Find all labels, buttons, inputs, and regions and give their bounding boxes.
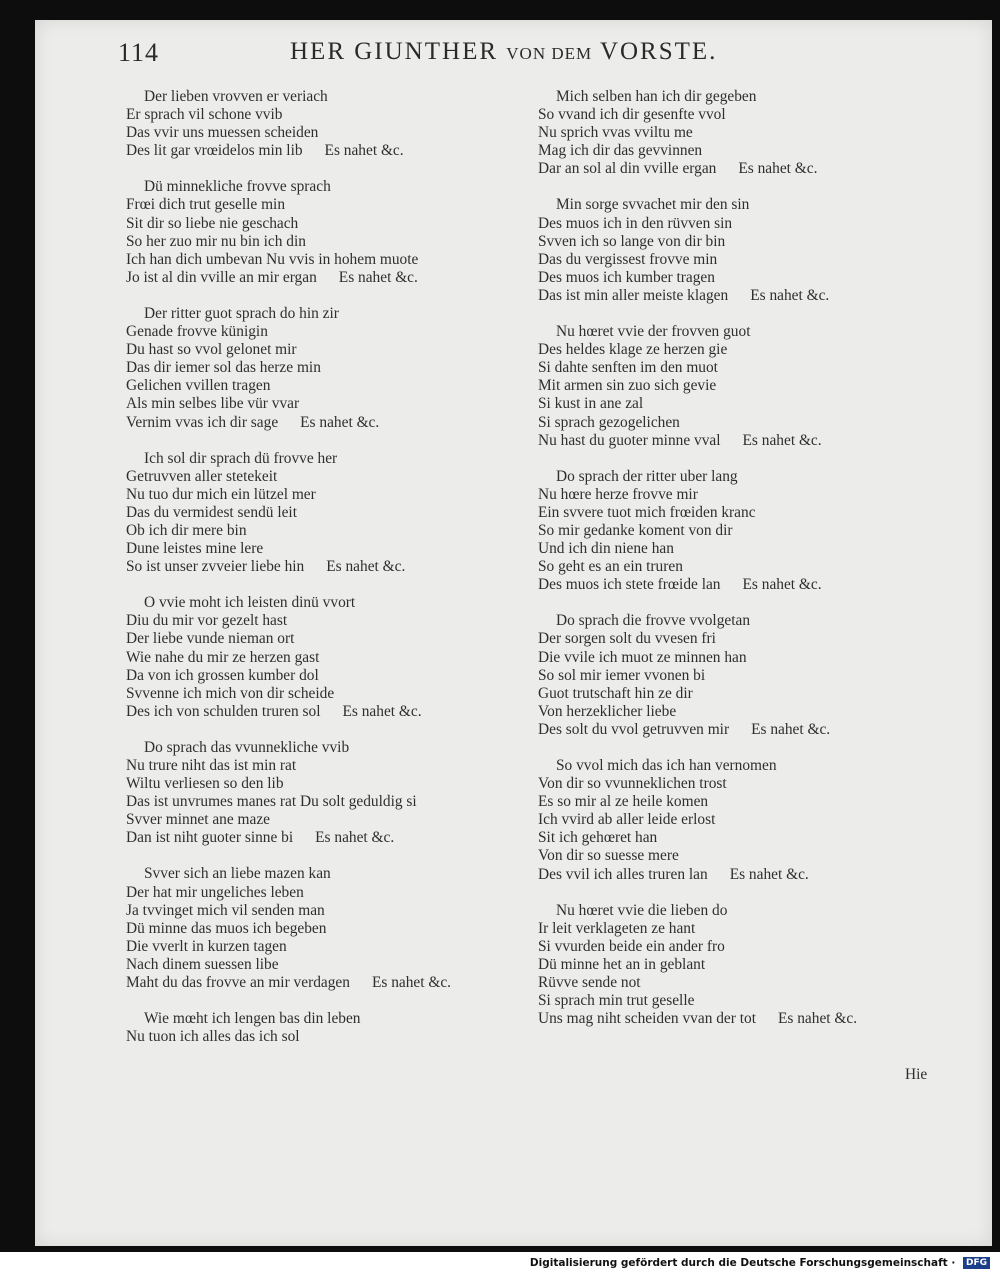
verse-text: So ist unser zvveier liebe hin (126, 558, 305, 576)
verse-line (126, 775, 526, 793)
verse-line (538, 233, 948, 251)
stanza (538, 196, 948, 305)
verse-text: Genade frovve künigin (126, 323, 268, 341)
verse-text: Das vvir uns muessen scheiden (126, 124, 319, 142)
verse-text: Nu sprich vvas vviltu me (538, 124, 693, 142)
verse-text: Der lieben vrovven er veriach (144, 88, 328, 105)
verse-text: Nach dinem suessen libe (126, 955, 279, 973)
verse-line (126, 884, 526, 902)
verse-text: Und ich din niene han (538, 540, 674, 558)
verse-line (538, 612, 948, 630)
verse-line (538, 160, 948, 178)
verse-line (538, 757, 948, 775)
verse-line (126, 196, 526, 214)
verse-text: Der ritter guot sprach do hin zir (144, 304, 339, 322)
stanza (126, 739, 526, 848)
verse-text: Dü minnekliche frovve sprach (144, 178, 331, 196)
verse-text: Das du vergissest frovve min (538, 250, 718, 268)
verse-text: Du hast so vvol gelonet mir (126, 341, 297, 359)
verse-text: Svver minnet ane maze (126, 811, 271, 829)
verse-text: Nu tuon ich alles das ich sol (126, 1028, 300, 1046)
verse-text: Nu tuo dur mich ein lützel mer (126, 485, 316, 503)
verse-text: Jo ist al din vville an mir ergan (126, 268, 317, 286)
footer-text: Digitalisierung gefördert durch die Deutsche Forschungsgemeinschaft (529, 1257, 948, 1269)
verse-line (126, 829, 526, 847)
verse-line (538, 414, 948, 432)
verse-text: Die vvile ich muot ze minnen han (538, 648, 747, 666)
verse-text: Min sorge svvachet mir den sin (556, 196, 750, 214)
verse-line (126, 793, 526, 811)
verse-line (126, 974, 526, 992)
verse-text: Der hat mir ungeliches leben (126, 883, 304, 901)
verse-text: So vvand ich dir gesenfte vvol (538, 106, 726, 124)
stanza (126, 178, 526, 287)
verse-line (126, 323, 526, 341)
verse-text: Ein svvere tuot mich frœiden kranc (538, 503, 756, 521)
refrain-marker: Es nahet &c. (750, 286, 830, 304)
verse-line (538, 902, 948, 920)
verse-line (126, 178, 526, 196)
verse-line (538, 142, 948, 160)
verse-line (538, 558, 948, 576)
verse-line (126, 594, 526, 612)
verse-text: Mich selben han ich dir gegeben (556, 88, 757, 105)
stanza (126, 865, 526, 992)
refrain-marker: Es nahet &c. (738, 160, 818, 178)
verse-line (126, 811, 526, 829)
stanza (538, 323, 948, 450)
verse-line (538, 630, 948, 648)
verse-text: Da von ich grossen kumber dol (126, 666, 319, 684)
verse-line (126, 341, 526, 359)
verse-line (538, 847, 948, 865)
verse-line (538, 829, 948, 847)
verse-line (126, 522, 526, 540)
verse-line (126, 414, 526, 432)
verse-line (538, 811, 948, 829)
verse-text: Das dir iemer sol das herze min (126, 359, 321, 377)
left-column (126, 88, 526, 1064)
running-head-von-dem: VON DEM (506, 44, 593, 63)
verse-line (126, 1028, 526, 1046)
verse-text: Nu hœre herze frovve mir (538, 485, 698, 503)
verse-text: Dü minne het an in geblant (538, 955, 706, 973)
verse-line (538, 703, 948, 721)
verse-text: Dan ist niht guoter sinne bi (126, 829, 294, 847)
verse-line (126, 1010, 526, 1028)
verse-line (538, 486, 948, 504)
verse-line (538, 395, 948, 413)
refrain-marker: Es nahet &c. (751, 720, 831, 738)
verse-text: Frœi dich trut geselle min (126, 196, 286, 214)
verse-line (126, 902, 526, 920)
verse-line (538, 106, 948, 124)
verse-text: Ich vvird ab aller leide erlost (538, 811, 716, 829)
verse-line (538, 793, 948, 811)
verse-text: Getruvven aller stetekeit (126, 467, 278, 485)
verse-line (126, 667, 526, 685)
digitization-footer: Digitalisierung gefördert durch die Deutsche Forschungsgemeinschaft · DFG (530, 1257, 990, 1269)
verse-text: Von herzeklicher liebe (538, 702, 677, 720)
verse-text: Das du vermidest sendü leit (126, 503, 297, 521)
verse-line (538, 992, 948, 1010)
stanza (126, 88, 526, 160)
verse-text: Mit armen sin zuo sich gevie (538, 377, 717, 395)
verse-line (126, 649, 526, 667)
verse-line (538, 124, 948, 142)
verse-text: Des ich von schulden truren sol (126, 702, 321, 720)
verse-line (126, 377, 526, 395)
verse-text: Nu hast du guoter minne vval (538, 431, 721, 449)
verse-line (126, 739, 526, 757)
verse-text: Des heldes klage ze herzen gie (538, 341, 728, 359)
verse-line (538, 269, 948, 287)
verse-text: So sol mir iemer vvonen bi (538, 666, 706, 684)
verse-text: Wie nahe du mir ze herzen gast (126, 648, 320, 666)
verse-text: Sit dir so liebe nie geschach (126, 214, 299, 232)
verse-line (126, 938, 526, 956)
verse-line (538, 721, 948, 739)
verse-text: Si sprach min trut geselle (538, 992, 695, 1010)
verse-text: Es so mir al ze heile komen (538, 793, 709, 811)
verse-line (538, 88, 948, 106)
refrain-marker: Es nahet &c. (742, 576, 822, 594)
verse-line (126, 504, 526, 522)
verse-line (126, 450, 526, 468)
verse-text: Do sprach die frovve vvolgetan (556, 612, 751, 630)
refrain-marker: Es nahet &c. (342, 702, 422, 720)
verse-text: Des muos ich kumber tragen (538, 268, 715, 286)
verse-text: Das ist unvrumes manes rat Du solt geduldig si (126, 793, 417, 811)
verse-text: Si vvurden beide ein ander fro (538, 937, 725, 955)
verse-line (538, 432, 948, 450)
verse-line (538, 251, 948, 269)
running-head (290, 38, 820, 66)
verse-text: Uns mag niht scheiden vvan der tot (538, 1010, 756, 1028)
verse-line (126, 124, 526, 142)
verse-text: Si dahte senften im den muot (538, 359, 718, 377)
refrain-marker: Es nahet &c. (742, 431, 822, 449)
running-head-name: HER GIUNTHER (290, 38, 499, 65)
verse-text: Des muos ich stete frœide lan (538, 576, 721, 594)
verse-text: So mir gedanke koment von dir (538, 521, 733, 539)
verse-text: O vvie moht ich leisten dinü vvort (144, 594, 356, 612)
verse-line (538, 920, 948, 938)
verse-line (126, 703, 526, 721)
verse-text: Svven ich so lange von dir bin (538, 232, 726, 250)
verse-line (126, 956, 526, 974)
verse-line (538, 522, 948, 540)
verse-line (126, 88, 526, 106)
verse-text: Ir leit verklageten ze hant (538, 919, 696, 937)
verse-line (126, 215, 526, 233)
verse-text: Dune leistes mine lere (126, 540, 264, 558)
stanza (538, 612, 948, 739)
verse-text: Das ist min aller meiste klagen (538, 286, 729, 304)
verse-line (538, 468, 948, 486)
verse-text: Des vvil ich alles truren lan (538, 865, 708, 883)
verse-text: Nu trure niht das ist min rat (126, 757, 297, 774)
verse-text: Ich sol dir sprach dü frovve her (144, 449, 338, 467)
verse-text: Nu hœret vvie der frovven guot (556, 323, 751, 341)
verse-line (538, 341, 948, 359)
verse-text: So vvol mich das ich han vernomen (556, 757, 777, 774)
verse-text: Sit ich gehœret han (538, 829, 658, 847)
verse-line (538, 956, 948, 974)
stanza (538, 88, 948, 178)
verse-text: Dü minne das muos ich begeben (126, 919, 327, 937)
verse-text: Wie mœht ich lengen bas din leben (144, 1010, 361, 1028)
refrain-marker: Es nahet &c. (778, 1010, 858, 1028)
verse-text: Als min selbes libe vür vvar (126, 395, 300, 413)
stanza (126, 594, 526, 721)
page-number: 114 (118, 38, 160, 67)
verse-text: Ich han dich umbevan Nu vvis in hohem muote (126, 250, 419, 268)
verse-line (126, 558, 526, 576)
verse-text: Die vverlt in kurzen tagen (126, 937, 287, 955)
verse-text: Mag ich dir das gevvinnen (538, 142, 703, 160)
verse-text: Guot trutschaft hin ze dir (538, 684, 693, 702)
verse-text: Do sprach der ritter uber lang (556, 467, 738, 485)
verse-text: Er sprach vil schone vvib (126, 106, 283, 124)
stanza (126, 1010, 526, 1046)
verse-text: Nu hœret vvie die lieben do (556, 901, 728, 919)
verse-line (538, 866, 948, 884)
verse-text: Ob ich dir mere bin (126, 521, 247, 539)
verse-line (538, 287, 948, 305)
right-column (538, 88, 948, 1046)
verse-text: Si sprach gezogelichen (538, 413, 680, 431)
verse-line (126, 305, 526, 323)
refrain-marker: Es nahet &c. (371, 974, 452, 992)
verse-text: So geht es an ein truren (538, 558, 683, 576)
verse-line (126, 142, 526, 160)
verse-line (538, 540, 948, 558)
verse-line (538, 323, 948, 341)
verse-line (126, 359, 526, 377)
verse-line (538, 649, 948, 667)
verse-line (126, 251, 526, 269)
verse-text: Do sprach das vvunnekliche vvib (144, 738, 350, 756)
verse-text: Von dir so vvunneklichen trost (538, 775, 727, 793)
verse-text: Der liebe vunde nieman ort (126, 630, 295, 648)
verse-text: Vernim vvas ich dir sage (126, 413, 279, 431)
verse-line (538, 377, 948, 395)
verse-text: Si kust in ane zal (538, 395, 644, 413)
stanza (538, 757, 948, 884)
refrain-marker: Es nahet &c. (315, 829, 395, 847)
verse-line (538, 196, 948, 214)
verse-line (538, 504, 948, 522)
verse-text: Svver sich an liebe mazen kan (144, 865, 331, 883)
verse-text: So her zuo mir nu bin ich din (126, 232, 306, 250)
verse-line (126, 612, 526, 630)
verse-text: Rüvve sende not (538, 974, 641, 992)
stanza (126, 305, 526, 432)
verse-line (126, 685, 526, 703)
verse-line (538, 685, 948, 703)
verse-text: Des muos ich in den rüvven sin (538, 214, 733, 232)
verse-text: Wiltu verliesen so den lib (126, 775, 284, 793)
verse-line (126, 865, 526, 883)
verse-text: Des solt du vvol getruvven mir (538, 720, 730, 738)
verse-text: Diu du mir vor gezelt hast (126, 612, 288, 630)
verse-line (538, 576, 948, 594)
stanza (538, 468, 948, 595)
verse-line (126, 395, 526, 413)
verse-line (126, 269, 526, 287)
verse-line (126, 757, 526, 775)
refrain-marker: Es nahet &c. (324, 142, 404, 160)
refrain-marker: Es nahet &c. (338, 268, 418, 286)
stanza (126, 450, 526, 577)
verse-text: Svvenne ich mich von dir scheide (126, 684, 335, 702)
refrain-marker: Es nahet &c. (326, 558, 406, 576)
running-head-place: VORSTE. (599, 38, 718, 65)
verse-text: Ja tvvinget mich vil senden man (126, 901, 325, 919)
verse-line (538, 667, 948, 685)
verse-line (538, 974, 948, 992)
verse-text: Dar an sol al din vville ergan (538, 160, 717, 178)
verse-line (126, 920, 526, 938)
verse-line (126, 233, 526, 251)
verse-line (126, 486, 526, 504)
verse-text: Gelichen vvillen tragen (126, 377, 271, 395)
verse-text: Des lit gar vrœidelos min lib (126, 142, 303, 160)
verse-text: Maht du das frovve an mir verdagen (126, 974, 350, 992)
catchword: Hie (905, 1066, 928, 1083)
verse-line (126, 106, 526, 124)
verse-line (538, 215, 948, 233)
stanza (538, 902, 948, 1029)
verse-line (538, 775, 948, 793)
refrain-marker: Es nahet &c. (300, 413, 380, 431)
verse-line (126, 468, 526, 486)
verse-line (126, 540, 526, 558)
verse-text: Der sorgen solt du vvesen fri (538, 630, 716, 648)
verse-line (538, 938, 948, 956)
verse-text: Von dir so suesse mere (538, 847, 679, 865)
verse-line (538, 1010, 948, 1028)
verse-line (538, 359, 948, 377)
refrain-marker: Es nahet &c. (729, 865, 809, 883)
dfg-logo: DFG (963, 1257, 990, 1269)
verse-line (126, 630, 526, 648)
